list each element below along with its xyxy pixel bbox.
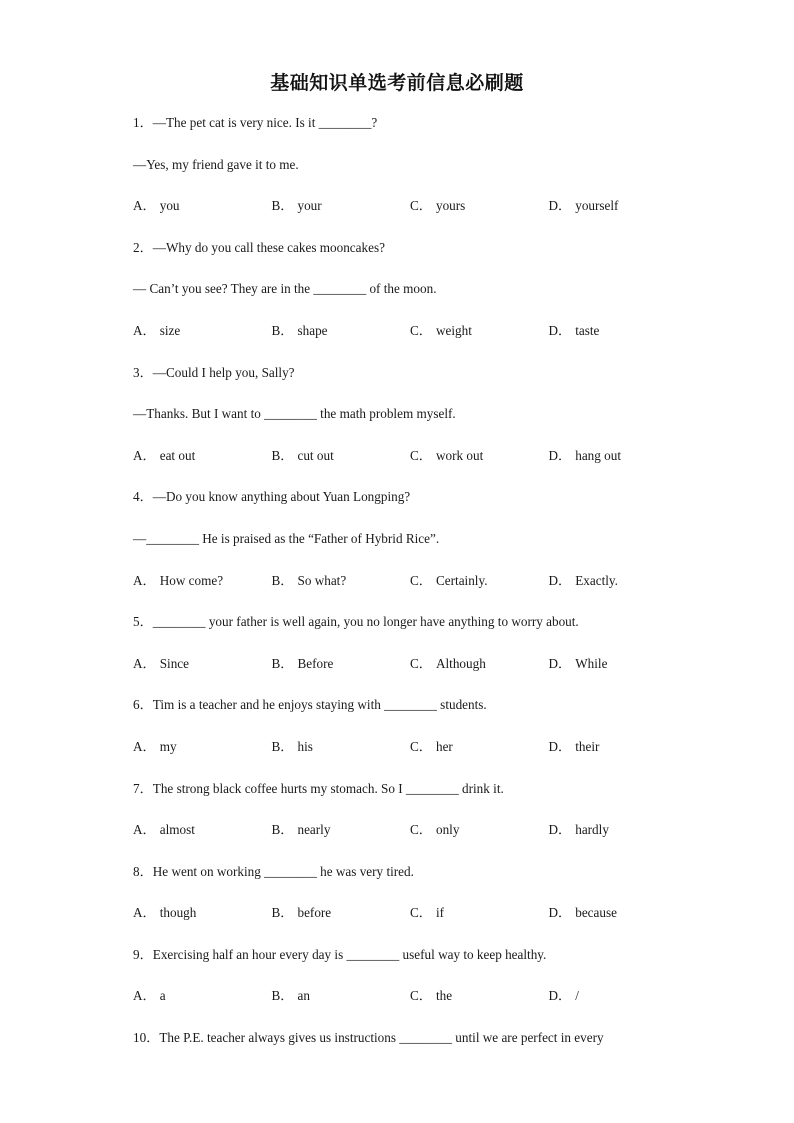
option-label: B． bbox=[271, 447, 294, 463]
option-label: A． bbox=[133, 822, 156, 838]
answer-option[interactable] bbox=[410, 819, 549, 861]
answer-option[interactable] bbox=[133, 819, 272, 861]
answer-options bbox=[133, 985, 673, 1027]
option-text: taste bbox=[575, 322, 600, 338]
option-label: B． bbox=[271, 988, 294, 1004]
option-label: B． bbox=[271, 738, 294, 754]
answer-option[interactable] bbox=[410, 902, 549, 944]
answer-option[interactable] bbox=[133, 195, 272, 237]
question-dialogue-line: —Yes, my friend gave it to me. bbox=[133, 156, 299, 172]
option-text: Since bbox=[159, 655, 190, 671]
option-label: C． bbox=[410, 905, 432, 921]
page-title: 基础知识单选考前信息必刷题 bbox=[270, 72, 524, 94]
option-label: B． bbox=[271, 572, 294, 588]
option-text: shape bbox=[297, 322, 328, 338]
option-text: the bbox=[435, 988, 453, 1004]
option-text: her bbox=[435, 738, 453, 754]
answer-option[interactable] bbox=[272, 570, 411, 612]
question-dialogue-line: —Thanks. But I want to ________ the math problem myself. bbox=[133, 406, 456, 422]
option-text: your bbox=[297, 198, 322, 214]
answer-option[interactable] bbox=[133, 570, 272, 612]
answer-option[interactable] bbox=[272, 445, 411, 487]
option-text: hardly bbox=[575, 822, 609, 838]
option-text: Before bbox=[297, 655, 334, 671]
option-label: C． bbox=[410, 988, 432, 1004]
answer-option[interactable] bbox=[549, 985, 688, 1027]
answer-option[interactable] bbox=[272, 985, 411, 1027]
answer-option[interactable] bbox=[410, 570, 549, 612]
answer-options bbox=[133, 653, 673, 695]
option-text: nearly bbox=[297, 822, 331, 838]
answer-option[interactable] bbox=[410, 195, 549, 237]
answer-option[interactable] bbox=[549, 736, 688, 778]
question-stem: 8．He went on working ________ he was very tired. bbox=[133, 863, 414, 879]
option-text: my bbox=[159, 738, 177, 754]
option-label: C． bbox=[410, 447, 432, 463]
answer-option[interactable] bbox=[272, 195, 411, 237]
option-label: D． bbox=[548, 905, 572, 921]
option-text: Certainly. bbox=[435, 572, 488, 588]
answer-option[interactable] bbox=[272, 902, 411, 944]
option-label: C． bbox=[410, 738, 432, 754]
option-text: yours bbox=[435, 198, 466, 214]
option-label: A． bbox=[133, 572, 156, 588]
option-label: D． bbox=[548, 198, 572, 214]
option-label: A． bbox=[133, 988, 156, 1004]
answer-option[interactable] bbox=[272, 653, 411, 695]
option-text: work out bbox=[435, 447, 484, 463]
option-text: only bbox=[435, 822, 460, 838]
option-text: a bbox=[159, 988, 166, 1004]
option-text: / bbox=[575, 988, 579, 1004]
answer-option[interactable] bbox=[410, 985, 549, 1027]
option-text: So what? bbox=[297, 572, 347, 588]
answer-options bbox=[133, 445, 673, 487]
answer-option[interactable] bbox=[133, 320, 272, 362]
question-stem: 5．________ your father is well again, you no longer have anything to worry about. bbox=[133, 614, 579, 630]
answer-options bbox=[133, 570, 673, 612]
option-text: How come? bbox=[159, 572, 224, 588]
question-stem: 3．—Could I help you, Sally? bbox=[133, 364, 295, 380]
option-label: B． bbox=[271, 905, 294, 921]
answer-option[interactable] bbox=[133, 736, 272, 778]
answer-option[interactable] bbox=[133, 985, 272, 1027]
option-label: D． bbox=[548, 655, 572, 671]
question-stem: 6．Tim is a teacher and he enjoys staying with ________ students. bbox=[133, 697, 487, 713]
option-label: B． bbox=[271, 198, 294, 214]
answer-option[interactable] bbox=[549, 902, 688, 944]
answer-options bbox=[133, 195, 673, 237]
option-text: before bbox=[297, 905, 332, 921]
option-label: A． bbox=[133, 738, 156, 754]
option-label: A． bbox=[133, 198, 156, 214]
option-label: C． bbox=[410, 322, 432, 338]
question-stem: 1．—The pet cat is very nice. Is it ________? bbox=[133, 115, 378, 130]
answer-option[interactable] bbox=[133, 653, 272, 695]
option-label: C． bbox=[410, 198, 432, 214]
option-label: A． bbox=[133, 655, 156, 671]
option-text: his bbox=[297, 738, 313, 754]
question-dialogue-line: — Can’t you see? They are in the ________ of the moon. bbox=[133, 281, 437, 297]
answer-option[interactable] bbox=[549, 819, 688, 861]
answer-option[interactable] bbox=[272, 320, 411, 362]
answer-options bbox=[133, 902, 673, 944]
answer-option[interactable] bbox=[133, 445, 272, 487]
option-text: eat out bbox=[159, 447, 196, 463]
question-stem: 2．—Why do you call these cakes mooncakes? bbox=[133, 239, 385, 255]
option-text: their bbox=[575, 738, 600, 754]
option-label: C． bbox=[410, 822, 432, 838]
option-label: C． bbox=[410, 655, 432, 671]
option-label: B． bbox=[271, 655, 294, 671]
option-text: cut out bbox=[297, 447, 334, 463]
option-text: an bbox=[297, 988, 310, 1004]
option-text: though bbox=[159, 905, 197, 921]
question-stem: 4．—Do you know anything about Yuan Longping? bbox=[133, 489, 411, 505]
question-dialogue-line: —________ He is praised as the “Father of Hybrid Rice”. bbox=[133, 530, 440, 546]
answer-option[interactable] bbox=[410, 320, 549, 362]
answer-option[interactable] bbox=[410, 736, 549, 778]
option-text: Exactly. bbox=[575, 572, 618, 588]
option-label: A． bbox=[133, 447, 156, 463]
option-text: While bbox=[575, 655, 608, 671]
answer-option[interactable] bbox=[549, 195, 688, 237]
option-label: C． bbox=[410, 572, 432, 588]
answer-option[interactable] bbox=[410, 653, 549, 695]
option-text: weight bbox=[435, 322, 472, 338]
option-label: D． bbox=[548, 572, 572, 588]
option-label: A． bbox=[133, 322, 156, 338]
answer-option[interactable] bbox=[549, 320, 688, 362]
option-text: because bbox=[575, 905, 617, 921]
option-text: yourself bbox=[575, 198, 619, 214]
answer-option[interactable] bbox=[549, 570, 688, 612]
answer-options bbox=[133, 819, 673, 861]
answer-options bbox=[133, 736, 673, 778]
option-text: if bbox=[435, 905, 445, 921]
option-label: D． bbox=[548, 822, 572, 838]
question-stem: 10．The P.E. teacher always gives us instructions ________ until we are perfect in every bbox=[133, 1030, 604, 1046]
answer-option[interactable] bbox=[133, 902, 272, 944]
question-stem: 9．Exercising half an hour every day is ________ useful way to keep healthy. bbox=[133, 946, 547, 962]
answer-option[interactable] bbox=[549, 653, 688, 695]
option-text: you bbox=[159, 198, 180, 214]
answer-options bbox=[133, 320, 673, 362]
option-label: B． bbox=[271, 822, 294, 838]
answer-option[interactable] bbox=[410, 445, 549, 487]
option-text: Although bbox=[435, 655, 486, 671]
answer-option[interactable] bbox=[549, 445, 688, 487]
question-list bbox=[133, 112, 673, 1069]
option-text: hang out bbox=[575, 447, 622, 463]
answer-option[interactable] bbox=[272, 819, 411, 861]
option-label: D． bbox=[548, 738, 572, 754]
question-stem: 7．The strong black coffee hurts my stomach. So I ________ drink it. bbox=[133, 780, 504, 796]
option-text: almost bbox=[159, 822, 195, 838]
option-label: D． bbox=[548, 988, 572, 1004]
option-label: B． bbox=[271, 322, 294, 338]
option-text: size bbox=[159, 322, 181, 338]
option-label: A． bbox=[133, 905, 156, 921]
option-label: D． bbox=[548, 322, 572, 338]
answer-option[interactable] bbox=[272, 736, 411, 778]
option-label: D． bbox=[548, 447, 572, 463]
